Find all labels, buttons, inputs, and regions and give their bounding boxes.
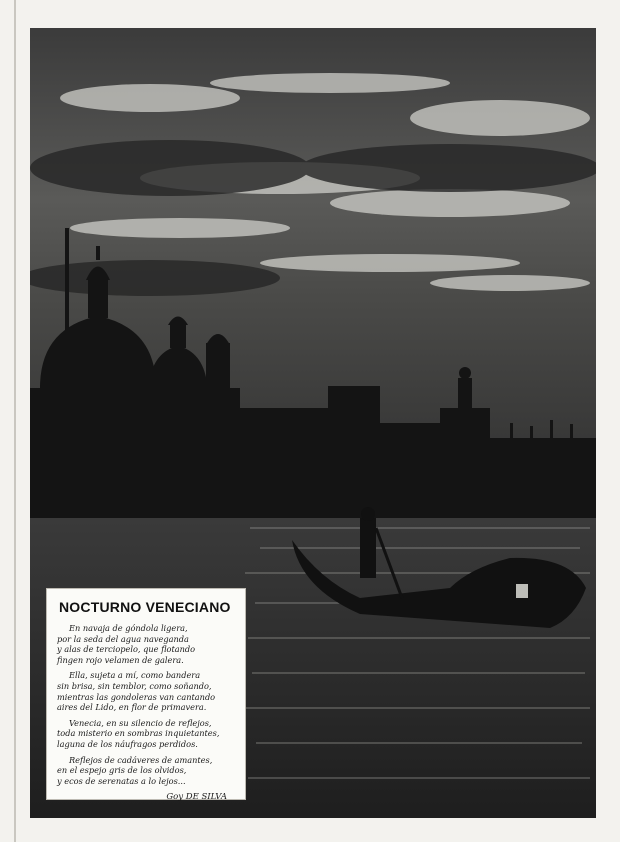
- poem-line: En navaja de góndola ligera,: [69, 623, 188, 633]
- poem-line: toda misterio en sombras inquietantes,: [57, 728, 220, 739]
- poem-line: y ecos de serenatas a lo lejos...: [57, 775, 186, 786]
- stanza-1: [57, 623, 237, 665]
- stanza-3: [57, 718, 237, 750]
- poem-author: Goy DE SILVA: [166, 792, 227, 803]
- poem-line: sin brisa, sin temblor, como soñando,: [57, 680, 212, 691]
- stanza-2: [57, 670, 237, 712]
- poem-line: aires del Lido, en flor de primavera.: [57, 702, 207, 713]
- poem-line: Reflejos de cadáveres de amantes,: [69, 754, 213, 765]
- poem-line: fingen rojo velamen de galera.: [57, 654, 184, 665]
- poem-box: [46, 588, 246, 803]
- poem-line: mientras las gondoleras van cantando: [57, 691, 216, 702]
- poem-line: en el espejo gris de los olvidos,: [57, 765, 187, 776]
- poem-line: Venecia, en su silencio de reflejos,: [69, 717, 212, 728]
- poem-line: laguna de los náufragos perdidos.: [57, 738, 198, 749]
- poem-line: y alas de terciopelo, que flotando: [57, 644, 196, 655]
- stanza-4: [57, 755, 237, 787]
- poem-line: por la seda del agua naveganda: [57, 633, 189, 644]
- poem-line: Ella, sujeta a mí, como bandera: [69, 670, 201, 681]
- poem-title: NOCTURNO VENECIANO: [59, 599, 231, 615]
- page-edge: [14, 0, 16, 842]
